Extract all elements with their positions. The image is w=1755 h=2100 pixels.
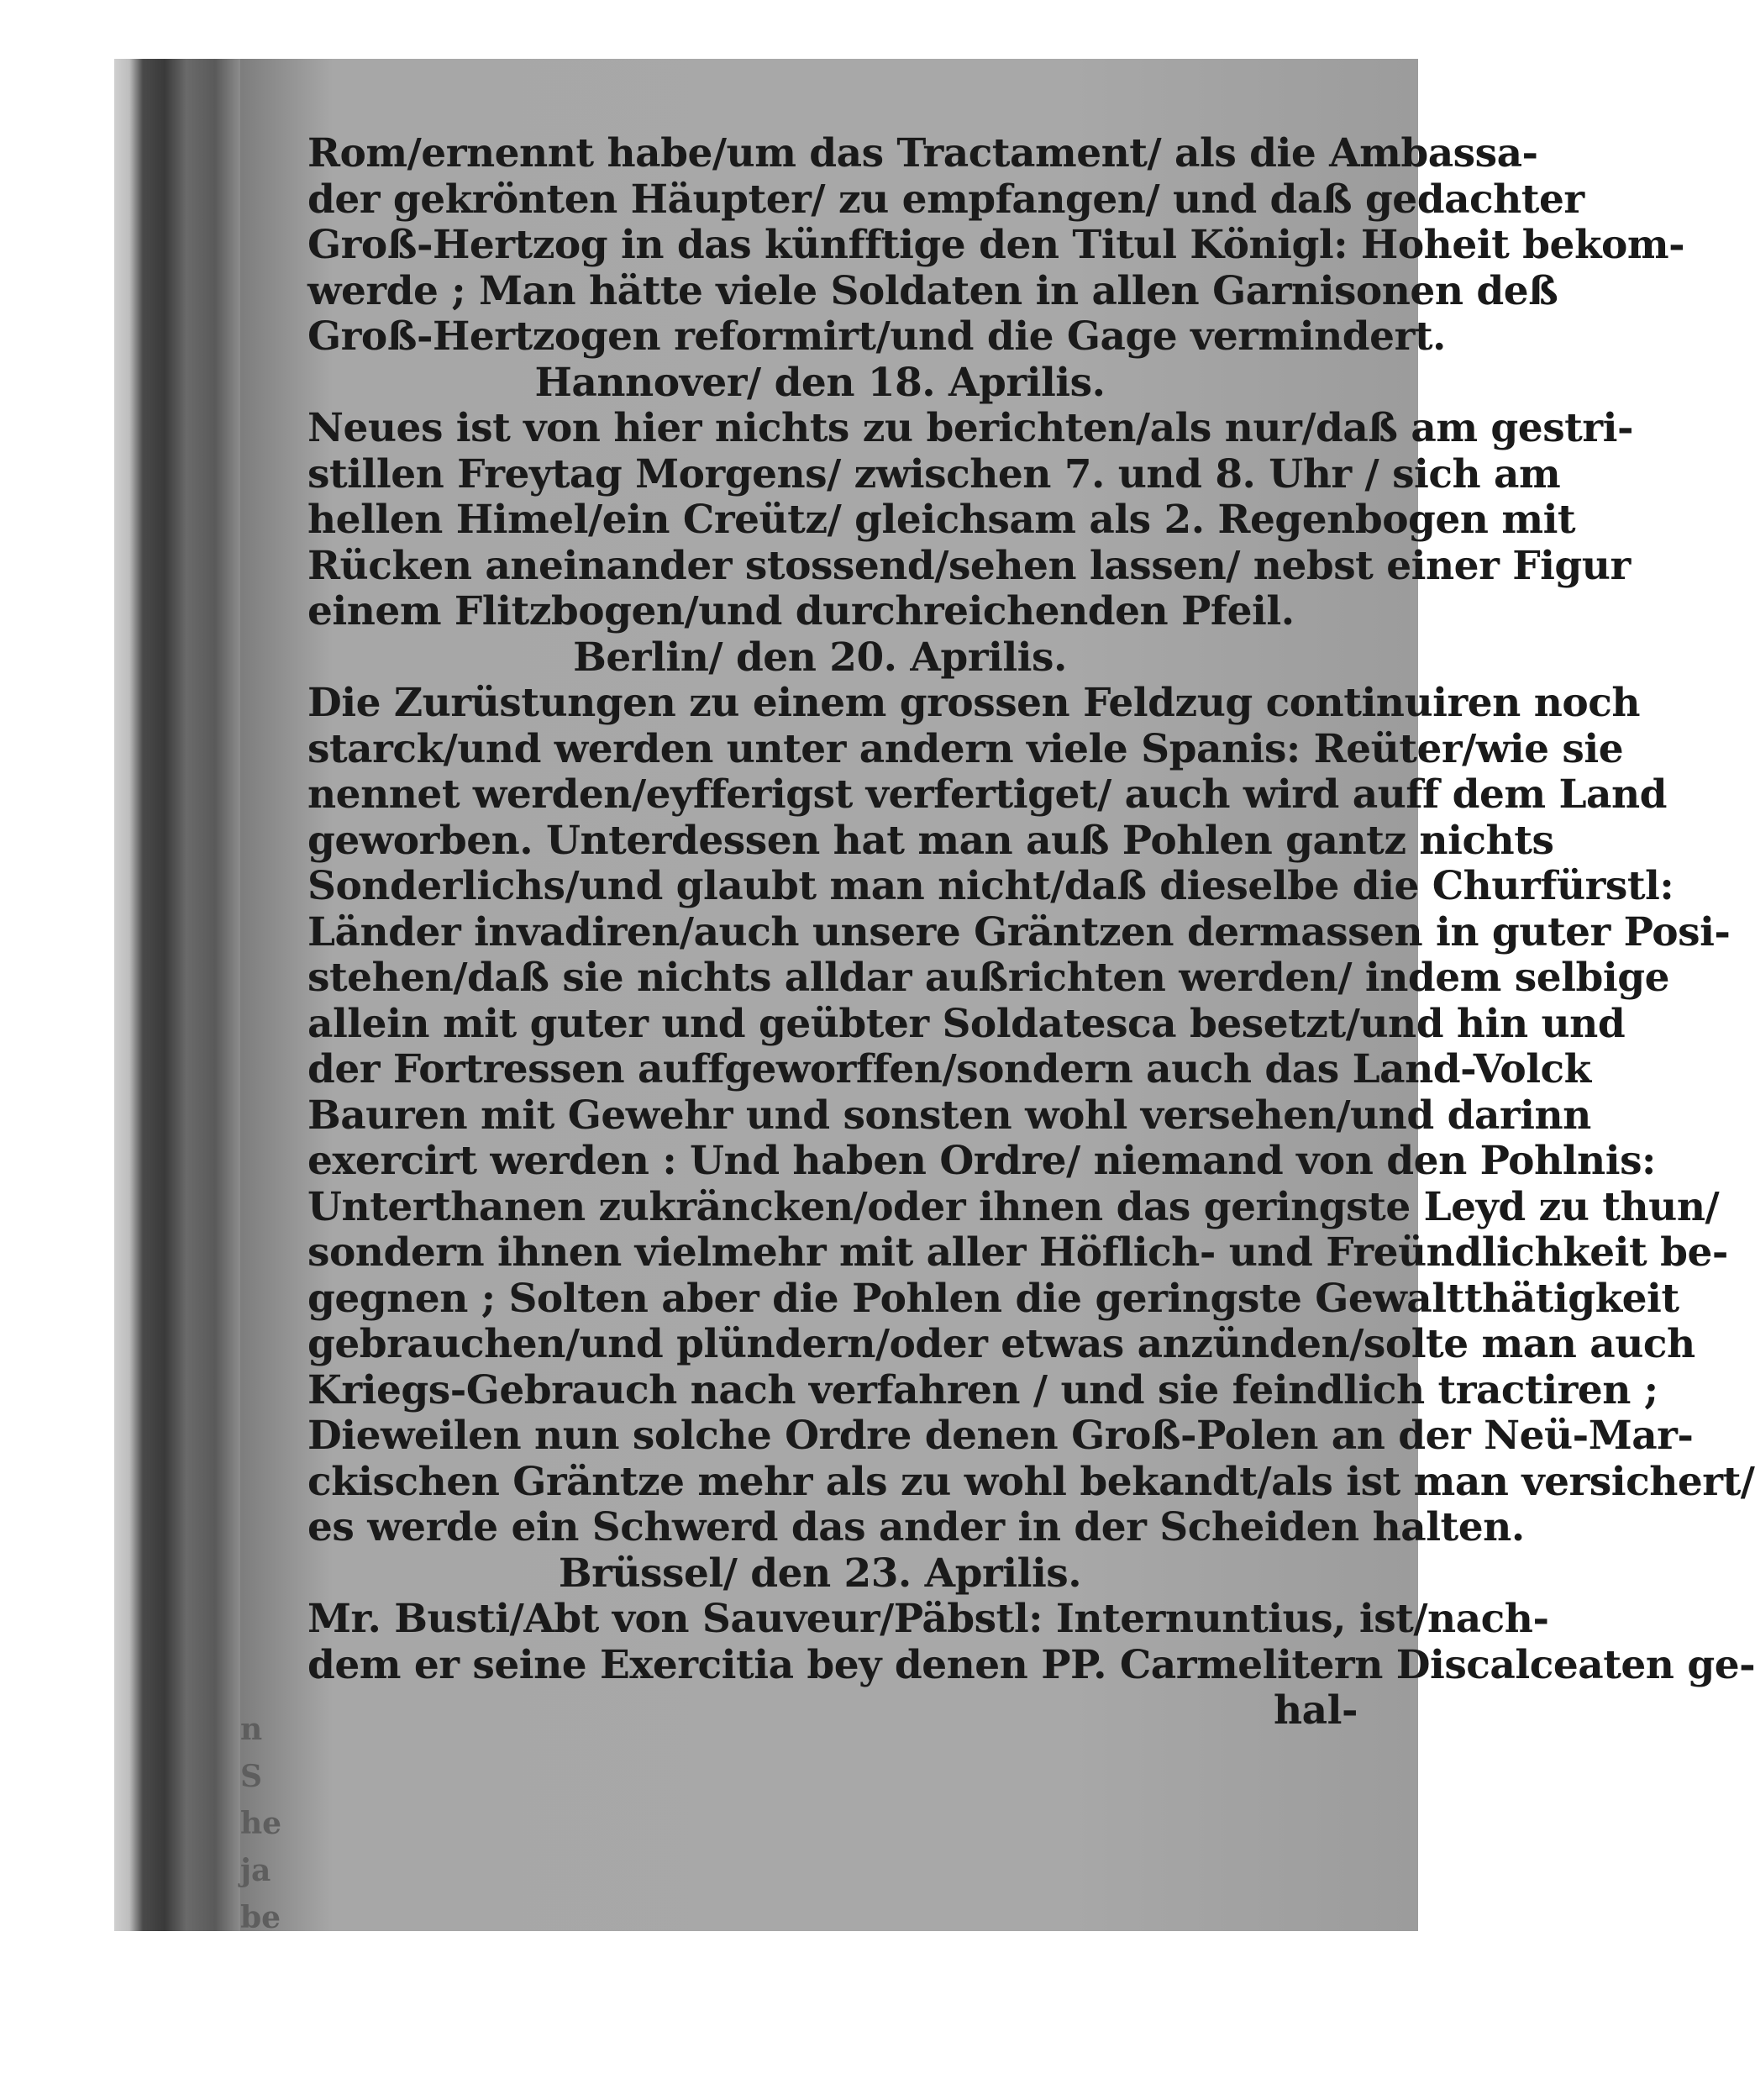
text-line: allein mit guter und geübter Soldatesca besetzt/und hin und	[307, 1000, 1626, 1047]
text-line: Kriegs-Gebrauch nach verfahren / und sie feindlich tractiren ;	[307, 1366, 1658, 1413]
spine-fragment-text	[240, 1706, 307, 1941]
text-line: Unterthanen zukräncken/oder ihnen das geringste Leyd zu thun/	[307, 1183, 1720, 1230]
spine-letter: be	[240, 1900, 281, 1935]
text-line: Die Zurüstungen zu einem grossen Feldzug continuiren noch	[307, 680, 1641, 726]
text-line: Sonderlichs/und glaubt man nicht/daß dieselbe die Churfürstl:	[307, 863, 1674, 909]
text-line: stillen Freytag Morgens/ zwischen 7. und 8. Uhr / sich am	[307, 450, 1561, 497]
text-line: Länder invadiren/auch unsere Gräntzen dermassen in guter Posi-	[307, 908, 1731, 955]
scanned-photo	[114, 59, 1755, 1935]
text-line: Mr. Busti/Abt von Sauveur/Päbstl: Internuntius, ist/nach-	[307, 1596, 1549, 1642]
text-line: Groß-Hertzog in das künfftige den Titul Königl: Hoheit bekom-	[307, 222, 1685, 268]
text-line: Rom/ernennt habe/um das Tractament/ als die Ambassa-	[307, 130, 1538, 176]
text-line: dem er seine Exercitia bey denen PP. Carmelitern Discalceaten ge-	[307, 1641, 1755, 1688]
text-line: Groß-Hertzogen reformirt/und die Gage vermindert.	[307, 313, 1446, 360]
spine-letter: he	[240, 1806, 282, 1841]
catchword: hal-	[1274, 1687, 1358, 1734]
text-line: gegnen ; Solten aber die Pohlen die geringste Gewaltthätigkeit	[307, 1275, 1679, 1322]
binding-shadow	[114, 59, 240, 1931]
text-line: der gekrönten Häupter/ zu empfangen/ und daß gedachter	[307, 176, 1584, 223]
text-line: Neues ist von hier nichts zu berichten/als nur/daß am gestri-	[307, 405, 1633, 451]
text-line: exercirt werden : Und haben Ordre/ niemand von den Pohlnis:	[307, 1138, 1656, 1184]
text-line: es werde ein Schwerd das ander in der Scheiden halten.	[307, 1504, 1525, 1550]
text-line: Rücken aneinander stossend/sehen lassen/ nebst einer Figur	[307, 542, 1631, 589]
text-line: starck/und werden unter andern viele Spanis: Reüter/wie sie	[307, 725, 1624, 772]
dateline-heading: Brüssel/ den 23. Aprilis.	[558, 1550, 1082, 1597]
dateline-heading: Berlin/ den 20. Aprilis.	[573, 634, 1067, 681]
newspaper-text	[307, 130, 1755, 1734]
spine-letter: n	[240, 1712, 263, 1747]
text-line: geworben. Unterdessen hat man auß Pohlen gantz nichts	[307, 817, 1554, 864]
text-line: ckischen Gräntze mehr als zu wohl bekandt/als ist man versichert/	[307, 1458, 1755, 1505]
text-line: sondern ihnen vielmehr mit aller Höflich- und Freündlichkeit be-	[307, 1229, 1728, 1276]
text-line: Bauren mit Gewehr und sonsten wohl versehen/und darinn	[307, 1092, 1591, 1139]
dateline-heading: Hannover/ den 18. Aprilis.	[534, 359, 1106, 406]
spine-letter: ja	[240, 1853, 271, 1888]
text-line: werde ; Man hätte viele Soldaten in allen Garnisonen deß	[307, 267, 1558, 314]
text-line: gebrauchen/und plündern/oder etwas anzünden/solte man auch	[307, 1321, 1695, 1367]
text-line: nennet werden/eyfferigst verfertiget/ auch wird auff dem Land	[307, 771, 1668, 818]
text-line: hellen Himel/ein Creütz/ gleichsam als 2. Regenbogen mit	[307, 497, 1576, 543]
text-line: stehen/daß sie nichts alldar außrichten werden/ indem selbige	[307, 955, 1669, 1001]
text-line: Dieweilen nun solche Ordre denen Groß-Polen an der Neü-Mar-	[307, 1413, 1694, 1459]
text-line: der Fortressen auffgeworffen/sondern auch das Land-Volck	[307, 1046, 1591, 1092]
spine-letter: S	[240, 1759, 262, 1794]
text-line: einem Flitzbogen/und durchreichenden Pfeil.	[307, 588, 1295, 634]
